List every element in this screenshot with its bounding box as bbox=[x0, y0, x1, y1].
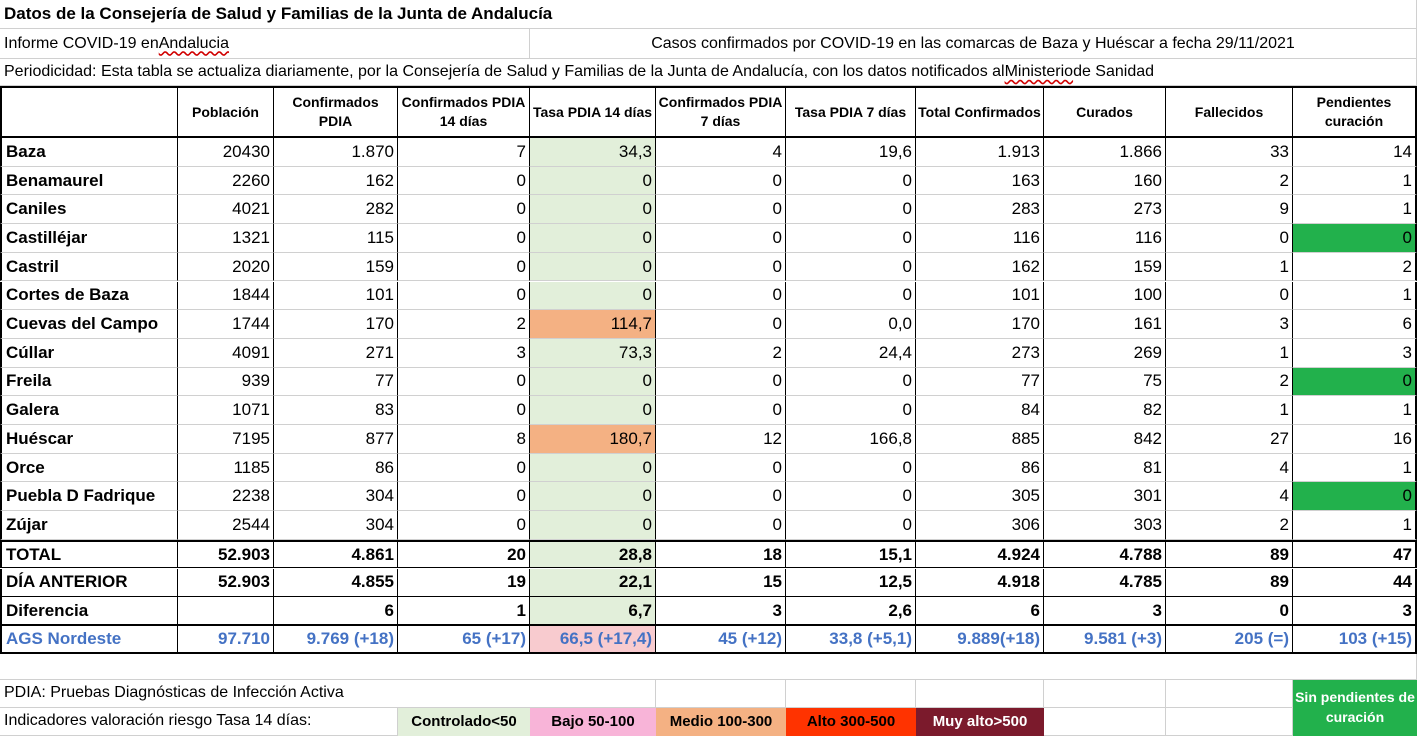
header-municipio bbox=[0, 86, 178, 138]
cell-poblacion: 2260 bbox=[178, 167, 274, 196]
cell-poblacion: 2020 bbox=[178, 253, 274, 282]
summary-diferencia-confirmados-pdia-7: 3 bbox=[656, 597, 786, 626]
cell-poblacion: 2238 bbox=[178, 482, 274, 511]
cell-confirmados-pdia-14: 0 bbox=[398, 368, 530, 397]
cell-confirmados-pdia-14: 3 bbox=[398, 339, 530, 368]
cell-confirmados-pdia-14: 0 bbox=[398, 511, 530, 540]
cell-confirmados-pdia-7: 0 bbox=[656, 282, 786, 311]
cell-confirmados-pdia-7: 0 bbox=[656, 511, 786, 540]
header-poblacion: Población bbox=[178, 86, 274, 138]
ags-confirmados-pdia: 9.769 (+18) bbox=[274, 626, 398, 654]
summary-diferencia-total-confirmados: 6 bbox=[916, 597, 1044, 626]
cell-total-confirmados: 305 bbox=[916, 482, 1044, 511]
summary-total-curados: 4.788 bbox=[1044, 540, 1166, 569]
cell-confirmados-pdia: 304 bbox=[274, 482, 398, 511]
cell-tasa-pdia-14: 0 bbox=[530, 368, 656, 397]
row-municipio-name: Castilléjar bbox=[0, 224, 178, 253]
empty-cell bbox=[1044, 708, 1166, 736]
cell-pendientes: 2 bbox=[1293, 253, 1417, 282]
cell-curados: 273 bbox=[1044, 195, 1166, 224]
cell-curados: 1.866 bbox=[1044, 138, 1166, 167]
cell-tasa-pdia-7: 0 bbox=[786, 454, 916, 483]
summary-total-tasa-pdia-7: 15,1 bbox=[786, 540, 916, 569]
cell-tasa-pdia-14: 0 bbox=[530, 224, 656, 253]
cell-confirmados-pdia-7: 0 bbox=[656, 310, 786, 339]
cell-confirmados-pdia-14: 0 bbox=[398, 282, 530, 311]
cell-total-confirmados: 273 bbox=[916, 339, 1044, 368]
cell-curados: 160 bbox=[1044, 167, 1166, 196]
cell-confirmados-pdia: 101 bbox=[274, 282, 398, 311]
summary-dia-anterior-confirmados-pdia-7: 15 bbox=[656, 569, 786, 598]
cell-tasa-pdia-14: 0 bbox=[530, 454, 656, 483]
cell-tasa-pdia-7: 0 bbox=[786, 368, 916, 397]
cell-pendientes: 16 bbox=[1293, 425, 1417, 454]
cell-tasa-pdia-7: 0 bbox=[786, 511, 916, 540]
cell-total-confirmados: 77 bbox=[916, 368, 1044, 397]
cell-tasa-pdia-14: 34,3 bbox=[530, 138, 656, 167]
cell-poblacion: 1844 bbox=[178, 282, 274, 311]
cell-curados: 100 bbox=[1044, 282, 1166, 311]
cell-confirmados-pdia: 271 bbox=[274, 339, 398, 368]
cell-tasa-pdia-14: 114,7 bbox=[530, 310, 656, 339]
empty-cell bbox=[916, 680, 1044, 708]
cell-tasa-pdia-14: 0 bbox=[530, 167, 656, 196]
cell-confirmados-pdia-7: 4 bbox=[656, 138, 786, 167]
cell-total-confirmados: 1.913 bbox=[916, 138, 1044, 167]
summary-dia-anterior-poblacion: 52.903 bbox=[178, 569, 274, 598]
cell-tasa-pdia-7: 24,4 bbox=[786, 339, 916, 368]
summary-diferencia-confirmados-pdia-14: 1 bbox=[398, 597, 530, 626]
cell-poblacion: 4091 bbox=[178, 339, 274, 368]
cell-confirmados-pdia: 170 bbox=[274, 310, 398, 339]
cell-pendientes: 1 bbox=[1293, 195, 1417, 224]
row-municipio-name: Zújar bbox=[0, 511, 178, 540]
cell-total-confirmados: 306 bbox=[916, 511, 1044, 540]
cell-fallecidos: 4 bbox=[1166, 482, 1293, 511]
summary-diferencia-tasa-pdia-7: 2,6 bbox=[786, 597, 916, 626]
empty-cell bbox=[1166, 680, 1293, 708]
cell-confirmados-pdia-7: 0 bbox=[656, 167, 786, 196]
summary-total-total-confirmados: 4.924 bbox=[916, 540, 1044, 569]
cell-curados: 81 bbox=[1044, 454, 1166, 483]
row-municipio-name: Puebla D Fadrique bbox=[0, 482, 178, 511]
cell-fallecidos: 1 bbox=[1166, 253, 1293, 282]
cell-confirmados-pdia-14: 0 bbox=[398, 482, 530, 511]
risk-legend-item: Bajo 50-100 bbox=[530, 708, 656, 736]
report-region: Andalucia bbox=[158, 34, 230, 52]
cell-tasa-pdia-14: 0 bbox=[530, 282, 656, 311]
risk-legend-item: Controlado<50 bbox=[398, 708, 530, 736]
summary-dia-anterior-curados: 4.785 bbox=[1044, 569, 1166, 598]
periodicity-text-before: Periodicidad: Esta tabla se actualiza diariamente, por la Consejería de Salud y Familias de la Junta de Andalucía, con los datos notificados al bbox=[4, 63, 1005, 80]
summary-total-confirmados-pdia: 4.861 bbox=[274, 540, 398, 569]
ags-total-confirmados: 9.889(+18) bbox=[916, 626, 1044, 654]
row-municipio-name: Galera bbox=[0, 396, 178, 425]
cell-confirmados-pdia-7: 0 bbox=[656, 368, 786, 397]
cell-confirmados-pdia-7: 12 bbox=[656, 425, 786, 454]
cell-tasa-pdia-7: 0 bbox=[786, 396, 916, 425]
empty-cell bbox=[1166, 708, 1293, 736]
cell-tasa-pdia-7: 0,0 bbox=[786, 310, 916, 339]
cell-poblacion: 1321 bbox=[178, 224, 274, 253]
cell-tasa-pdia-14: 73,3 bbox=[530, 339, 656, 368]
cell-tasa-pdia-7: 0 bbox=[786, 224, 916, 253]
row-municipio-name: Castril bbox=[0, 253, 178, 282]
cell-confirmados-pdia-7: 0 bbox=[656, 195, 786, 224]
risk-legend-item: Medio 100-300 bbox=[656, 708, 786, 736]
periodicity-text-after: de Sanidad bbox=[1073, 63, 1155, 80]
risk-legend-item: Alto 300-500 bbox=[786, 708, 916, 736]
header-confirmados-pdia: Confirmados PDIA bbox=[274, 86, 398, 138]
ags-tasa-pdia-14: 66,5 (+17,4) bbox=[530, 626, 656, 654]
cell-curados: 82 bbox=[1044, 396, 1166, 425]
ags-pendientes: 103 (+15) bbox=[1293, 626, 1417, 654]
header-tasa-pdia-14 bbox=[530, 86, 656, 138]
row-municipio-name: Orce bbox=[0, 454, 178, 483]
cell-poblacion: 4021 bbox=[178, 195, 274, 224]
summary-dia-anterior-fallecidos: 89 bbox=[1166, 569, 1293, 598]
header-pendientes: Pendientes curación bbox=[1293, 86, 1417, 138]
cell-fallecidos: 2 bbox=[1166, 368, 1293, 397]
cell-confirmados-pdia-7: 0 bbox=[656, 396, 786, 425]
cell-pendientes: 0 bbox=[1293, 368, 1417, 397]
cell-confirmados-pdia-14: 0 bbox=[398, 224, 530, 253]
ags-confirmados-pdia-7: 45 (+12) bbox=[656, 626, 786, 654]
cell-confirmados-pdia-14: 8 bbox=[398, 425, 530, 454]
cell-curados: 75 bbox=[1044, 368, 1166, 397]
cell-pendientes: 1 bbox=[1293, 511, 1417, 540]
cell-total-confirmados: 84 bbox=[916, 396, 1044, 425]
summary-diferencia-fallecidos: 0 bbox=[1166, 597, 1293, 626]
cell-fallecidos: 27 bbox=[1166, 425, 1293, 454]
cell-fallecidos: 1 bbox=[1166, 339, 1293, 368]
ags-poblacion: 97.710 bbox=[178, 626, 274, 654]
cell-poblacion: 1744 bbox=[178, 310, 274, 339]
cell-tasa-pdia-7: 19,6 bbox=[786, 138, 916, 167]
empty-cell bbox=[656, 680, 786, 708]
cell-confirmados-pdia-7: 0 bbox=[656, 253, 786, 282]
cell-tasa-pdia-14: 0 bbox=[530, 511, 656, 540]
cell-confirmados-pdia: 83 bbox=[274, 396, 398, 425]
cell-curados: 301 bbox=[1044, 482, 1166, 511]
header-curados: Curados bbox=[1044, 86, 1166, 138]
header-tasa-pdia-7: Tasa PDIA 7 días bbox=[786, 86, 916, 138]
cell-confirmados-pdia-14: 0 bbox=[398, 454, 530, 483]
summary-diferencia-poblacion bbox=[178, 597, 274, 626]
cell-confirmados-pdia-14: 7 bbox=[398, 138, 530, 167]
row-municipio-name: Cúllar bbox=[0, 339, 178, 368]
summary-dia-anterior-tasa-pdia-14: 22,1 bbox=[530, 569, 656, 598]
cell-total-confirmados: 283 bbox=[916, 195, 1044, 224]
cell-confirmados-pdia-14: 0 bbox=[398, 167, 530, 196]
cell-fallecidos: 2 bbox=[1166, 167, 1293, 196]
cell-fallecidos: 9 bbox=[1166, 195, 1293, 224]
row-municipio-name: Freila bbox=[0, 368, 178, 397]
cell-total-confirmados: 885 bbox=[916, 425, 1044, 454]
empty-cell bbox=[786, 680, 916, 708]
cell-confirmados-pdia: 877 bbox=[274, 425, 398, 454]
periodicity-note bbox=[0, 59, 1417, 86]
cell-fallecidos: 3 bbox=[1166, 310, 1293, 339]
summary-total-pendientes: 47 bbox=[1293, 540, 1417, 569]
cell-pendientes: 3 bbox=[1293, 339, 1417, 368]
cell-confirmados-pdia-14: 0 bbox=[398, 396, 530, 425]
header-tasa-pdia-14-label: Tasa PDIA 14 días bbox=[532, 103, 653, 120]
cell-pendientes: 14 bbox=[1293, 138, 1417, 167]
row-municipio-name: Benamaurel bbox=[0, 167, 178, 196]
cell-total-confirmados: 170 bbox=[916, 310, 1044, 339]
row-municipio-name: Cuevas del Campo bbox=[0, 310, 178, 339]
sin-pendientes-legend: Sin pendientes de curación bbox=[1293, 680, 1417, 736]
cell-tasa-pdia-14: 0 bbox=[530, 253, 656, 282]
cell-total-confirmados: 101 bbox=[916, 282, 1044, 311]
cell-total-confirmados: 162 bbox=[916, 253, 1044, 282]
cell-confirmados-pdia: 282 bbox=[274, 195, 398, 224]
summary-dia-anterior-pendientes: 44 bbox=[1293, 569, 1417, 598]
cell-pendientes: 1 bbox=[1293, 396, 1417, 425]
cell-tasa-pdia-14: 0 bbox=[530, 396, 656, 425]
summary-diferencia-confirmados-pdia: 6 bbox=[274, 597, 398, 626]
cell-confirmados-pdia: 115 bbox=[274, 224, 398, 253]
cell-pendientes: 0 bbox=[1293, 482, 1417, 511]
header-fallecidos: Fallecidos bbox=[1166, 86, 1293, 138]
header-confirmados-pdia-7: Confirmados PDIA 7 días bbox=[656, 86, 786, 138]
summary-dia-anterior-municipio: DÍA ANTERIOR bbox=[0, 569, 178, 598]
cell-total-confirmados: 163 bbox=[916, 167, 1044, 196]
cell-confirmados-pdia-14: 2 bbox=[398, 310, 530, 339]
cell-fallecidos: 0 bbox=[1166, 224, 1293, 253]
cell-confirmados-pdia: 162 bbox=[274, 167, 398, 196]
cell-curados: 161 bbox=[1044, 310, 1166, 339]
cell-confirmados-pdia: 77 bbox=[274, 368, 398, 397]
summary-diferencia-tasa-pdia-14: 6,7 bbox=[530, 597, 656, 626]
summary-dia-anterior-tasa-pdia-7: 12,5 bbox=[786, 569, 916, 598]
ags-confirmados-pdia-14: 65 (+17) bbox=[398, 626, 530, 654]
summary-dia-anterior-confirmados-pdia-14: 19 bbox=[398, 569, 530, 598]
cell-poblacion: 939 bbox=[178, 368, 274, 397]
summary-total-confirmados-pdia-14: 20 bbox=[398, 540, 530, 569]
cell-poblacion: 1071 bbox=[178, 396, 274, 425]
summary-diferencia-municipio: Diferencia bbox=[0, 597, 178, 626]
report-label bbox=[0, 29, 530, 59]
header-total-confirmados: Total Confirmados bbox=[916, 86, 1044, 138]
cell-confirmados-pdia-14: 0 bbox=[398, 195, 530, 224]
summary-dia-anterior-confirmados-pdia: 4.855 bbox=[274, 569, 398, 598]
summary-diferencia-curados: 3 bbox=[1044, 597, 1166, 626]
cell-fallecidos: 33 bbox=[1166, 138, 1293, 167]
cell-fallecidos: 0 bbox=[1166, 282, 1293, 311]
summary-total-tasa-pdia-14: 28,8 bbox=[530, 540, 656, 569]
cell-curados: 116 bbox=[1044, 224, 1166, 253]
cell-poblacion: 20430 bbox=[178, 138, 274, 167]
cell-curados: 159 bbox=[1044, 253, 1166, 282]
cell-pendientes: 6 bbox=[1293, 310, 1417, 339]
risk-legend-item: Muy alto>500 bbox=[916, 708, 1044, 736]
cell-tasa-pdia-7: 0 bbox=[786, 482, 916, 511]
ags-fallecidos: 205 (=) bbox=[1166, 626, 1293, 654]
cell-fallecidos: 4 bbox=[1166, 454, 1293, 483]
summary-diferencia-pendientes: 3 bbox=[1293, 597, 1417, 626]
cell-pendientes: 1 bbox=[1293, 454, 1417, 483]
report-prefix: Informe COVID-19 en bbox=[4, 34, 159, 52]
cell-poblacion: 2544 bbox=[178, 511, 274, 540]
cell-total-confirmados: 116 bbox=[916, 224, 1044, 253]
cell-tasa-pdia-7: 0 bbox=[786, 253, 916, 282]
cell-tasa-pdia-7: 0 bbox=[786, 282, 916, 311]
cell-tasa-pdia-7: 0 bbox=[786, 195, 916, 224]
cell-curados: 269 bbox=[1044, 339, 1166, 368]
summary-total-fallecidos: 89 bbox=[1166, 540, 1293, 569]
summary-total-confirmados-pdia-7: 18 bbox=[656, 540, 786, 569]
cell-pendientes: 1 bbox=[1293, 167, 1417, 196]
row-municipio-name: Baza bbox=[0, 138, 178, 167]
cell-tasa-pdia-14: 180,7 bbox=[530, 425, 656, 454]
cell-curados: 842 bbox=[1044, 425, 1166, 454]
summary-dia-anterior-total-confirmados: 4.918 bbox=[916, 569, 1044, 598]
cell-tasa-pdia-7: 166,8 bbox=[786, 425, 916, 454]
cell-total-confirmados: 86 bbox=[916, 454, 1044, 483]
cell-confirmados-pdia-7: 2 bbox=[656, 339, 786, 368]
cell-tasa-pdia-14: 0 bbox=[530, 482, 656, 511]
row-municipio-name: Caniles bbox=[0, 195, 178, 224]
cell-tasa-pdia-14: 0 bbox=[530, 195, 656, 224]
row-municipio-name: Huéscar bbox=[0, 425, 178, 454]
cell-poblacion: 1185 bbox=[178, 454, 274, 483]
cell-poblacion: 7195 bbox=[178, 425, 274, 454]
cell-pendientes: 0 bbox=[1293, 224, 1417, 253]
cell-confirmados-pdia-7: 0 bbox=[656, 454, 786, 483]
cell-pendientes: 1 bbox=[1293, 282, 1417, 311]
ags-tasa-pdia-7: 33,8 (+5,1) bbox=[786, 626, 916, 654]
row-municipio-name: Cortes de Baza bbox=[0, 282, 178, 311]
periodicity-ministry: Ministerio bbox=[1004, 63, 1074, 80]
cell-confirmados-pdia: 86 bbox=[274, 454, 398, 483]
cell-confirmados-pdia-14: 0 bbox=[398, 253, 530, 282]
cell-confirmados-pdia: 304 bbox=[274, 511, 398, 540]
sheet-title: Datos de la Consejería de Salud y Familias de la Junta de Andalucía bbox=[0, 0, 1417, 29]
cell-confirmados-pdia-7: 0 bbox=[656, 482, 786, 511]
ags-municipio: AGS Nordeste bbox=[0, 626, 178, 654]
pdia-note: PDIA: Pruebas Diagnósticas de Infección Activa bbox=[0, 680, 656, 708]
empty-cell bbox=[1044, 680, 1166, 708]
blank-row bbox=[0, 654, 1417, 680]
cell-confirmados-pdia: 1.870 bbox=[274, 138, 398, 167]
summary-total-municipio: TOTAL bbox=[0, 540, 178, 569]
cell-confirmados-pdia-7: 0 bbox=[656, 224, 786, 253]
summary-total-poblacion: 52.903 bbox=[178, 540, 274, 569]
indicators-label: Indicadores valoración riesgo Tasa 14 días: bbox=[0, 708, 398, 736]
cell-tasa-pdia-7: 0 bbox=[786, 167, 916, 196]
cell-curados: 303 bbox=[1044, 511, 1166, 540]
ags-curados: 9.581 (+3) bbox=[1044, 626, 1166, 654]
cell-fallecidos: 1 bbox=[1166, 396, 1293, 425]
cell-confirmados-pdia: 159 bbox=[274, 253, 398, 282]
header-confirmados-pdia-14: Confirmados PDIA 14 días bbox=[398, 86, 530, 138]
cases-title: Casos confirmados por COVID-19 en las comarcas de Baza y Huéscar a fecha 29/11/2021 bbox=[530, 29, 1417, 59]
cell-fallecidos: 2 bbox=[1166, 511, 1293, 540]
